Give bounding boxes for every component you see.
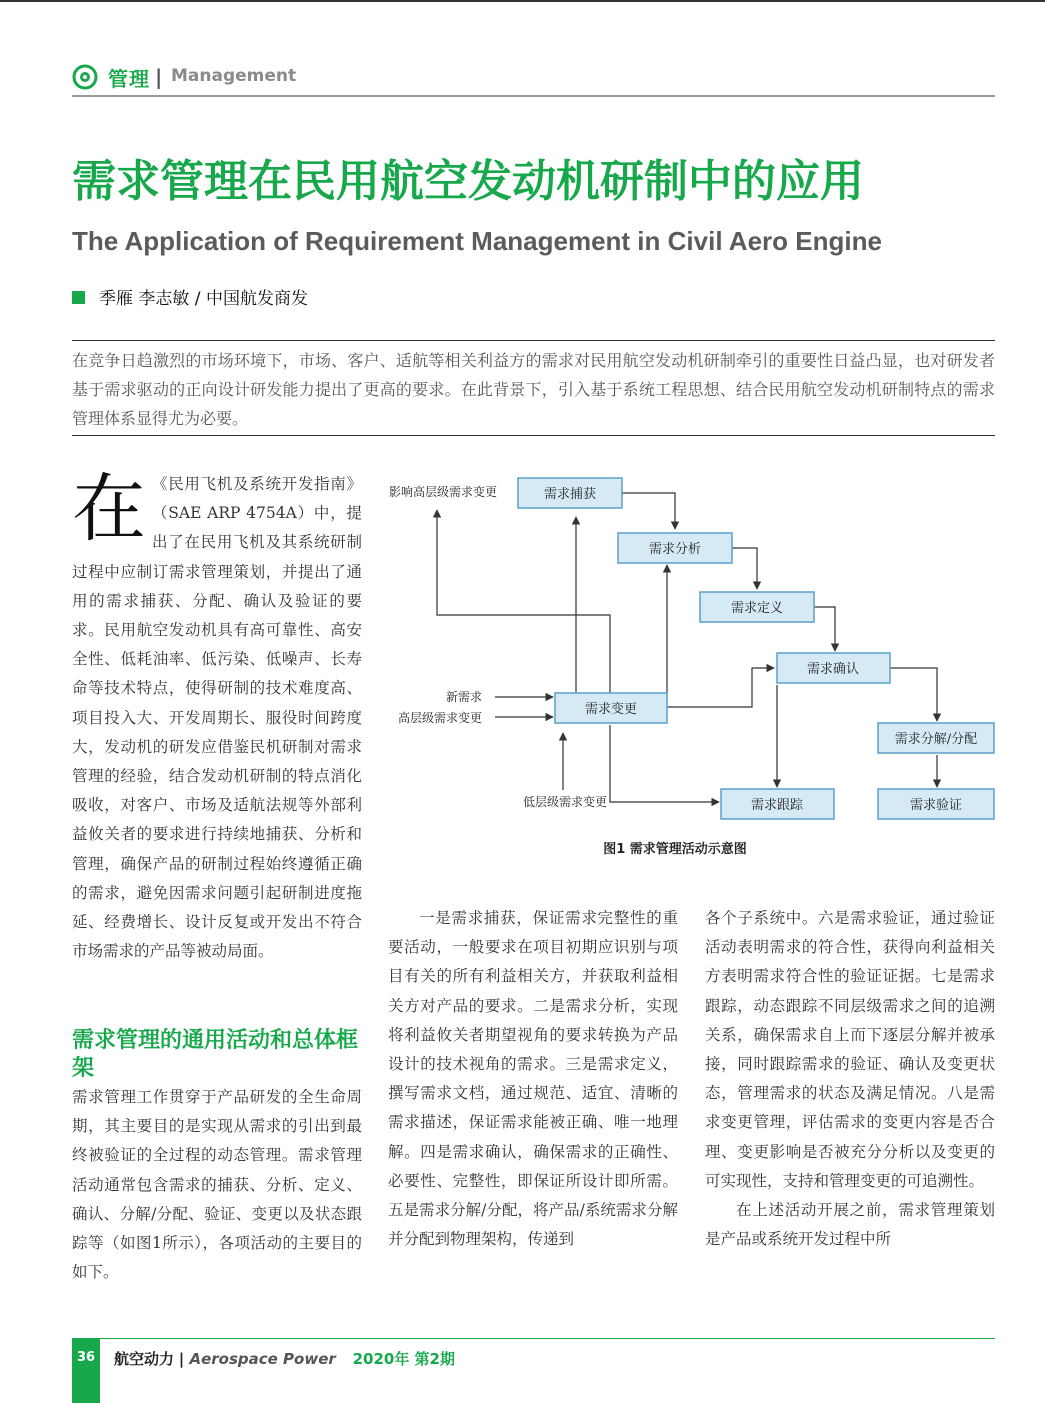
intro-paragraph: 《民用飞机及系统开发指南》（SAE ARP 4754A）中，提出了在民用飞机及其系统研制过程中应制订需求管理策划，并提出了通用的需求捕获、分配、确认及验证的要求。民用航空发动机具有高可靠性、高安全性、低耗油率、低污染、低噪声、长寿命等技术特点，使得研制的技术难度高、项目投入大、开发周期长、服役时间跨度大，发动机的研发应借鉴民机研制对需求管理的经验，结合发动机研制的特点消化吸收，对客户、市场及适航法规等外部利益攸关者的要求进行持续地捕获、分析和管理，确保产品的研制过程始终遵循正确的需求，避免因需求问题引起研制进度拖延、经费增长、设计反复或开发出不符合市场需求的产品等被动局面。: [72, 475, 362, 961]
col3-paragraph-2: 在上述活动开展之前，需求管理策划是产品或系统开发过程中所: [705, 1201, 995, 1249]
abstract-rule-bottom: [72, 435, 995, 436]
issue: 2020年 第2期: [352, 1350, 455, 1368]
diagram-boxes: [518, 478, 994, 819]
box-decompose: [878, 723, 994, 753]
label-new-requirement: 新需求: [445, 690, 482, 704]
box-capture-label: 需求捕获: [543, 487, 597, 502]
column-2: [388, 904, 678, 1254]
footer-rule: [100, 1338, 995, 1339]
col2-paragraph: 一是需求捕获，保证需求完整性的重要活动，一般要求在项目初期应识别与项目有关的所有利益相关方，并获取利益相关方对产品的要求。二是需求分析，实现将利益攸关者期望视角的要求转换为产品设计的技术视角的需求。三是需求定义，撰写需求文档，通过规范、适宜、清晰的需求描述，保证需求能被正确、唯一地理解。四是需求确认，确保需求的正确性、必要性、完整性，即保证所设计即所需。五是需求分解/分配，将产品/系统需求分解并分配到物理架构，传递到: [388, 909, 678, 1249]
box-validation: [777, 653, 890, 683]
page-number: 36: [76, 1350, 96, 1365]
journal-logo-icon: [72, 64, 98, 90]
top-rule: [0, 0, 1045, 2]
box-trace-label: 需求跟踪: [750, 798, 804, 813]
section-label-cn: 管理: [108, 67, 150, 91]
author-line: [72, 284, 308, 309]
section-paragraph: 需求管理工作贯穿于产品研发的全生命周期，其主要目的是实现从需求的引出到最终被验证的全过程的动态管理。需求管理活动通常包含需求的捕获、分析、定义、确认、分解/分配、验证、变更以及状态跟踪等（如图1所示），各项活动的主要目的如下。: [72, 1088, 362, 1282]
column-3: [705, 904, 995, 1254]
label-affect-high: 影响高层级需求变更: [389, 485, 498, 499]
article-title-en: The Application of Requirement Management in Civil Aero Engine: [72, 226, 882, 256]
journal-name-en: Aerospace Power: [189, 1350, 336, 1368]
box-change: [555, 693, 667, 723]
box-verify-label: 需求验证: [909, 798, 963, 813]
box-change-label: 需求变更: [584, 702, 638, 717]
section-heading: 需求管理的通用活动和总体框架: [72, 1028, 359, 1081]
col3-paragraph-1: 各个子系统中。六是需求验证，通过验证活动表明需求的符合性，获得向利益相关方表明需求符合性的验证证据。七是需求跟踪，动态跟踪不同层级需求之间的追溯关系，确保需求自上而下逐层分解并被承接，同时跟踪需求的验证、确认及变更状态，管理需求的状态及满足情况。八是需求变更管理，评估需求的变更内容是否合理、变更影响是否被充分分析以及变更的可实现性，支持和管理变更的可追溯性。: [705, 909, 995, 1190]
column-1-section: [72, 1083, 362, 1287]
figure-caption: 图1 需求管理活动示意图: [603, 842, 747, 857]
article-title-cn: 需求管理在民用航空发动机研制中的应用: [72, 156, 864, 207]
abstract: 在竞争日趋激烈的市场环境下，市场、客户、适航等相关利益方的需求对民用航空发动机研制牵引的重要性日益凸显，也对研发者基于需求驱动的正向设计研发能力提出了更高的要求。在此背景下，引入基于系统工程思想、结合民用航空发动机研制特点的需求管理体系显得尤为必要。: [72, 351, 995, 428]
column-1-intro: [72, 466, 362, 966]
label-high-change: 高层级需求变更: [397, 711, 482, 725]
journal-name-cn: 航空动力: [114, 1350, 175, 1368]
authors: 季雁 李志敏 / 中国航发商发: [99, 289, 308, 309]
box-definition: [700, 592, 814, 622]
box-definition-label: 需求定义: [730, 601, 784, 616]
header-rule: [72, 95, 995, 97]
drop-cap: 在: [72, 466, 146, 552]
running-header: [72, 62, 995, 92]
requirement-management-diagram: [385, 465, 1000, 825]
abstract-rule-top: [72, 340, 995, 341]
footer-journal: [114, 1348, 455, 1369]
section-label-en: Management: [171, 66, 297, 86]
header-separator: |: [155, 65, 163, 89]
box-analysis: [618, 533, 732, 563]
footer-page-tab: [72, 1338, 100, 1403]
footer-separator: |: [178, 1350, 190, 1368]
box-decompose-label: 需求分解/分配: [894, 732, 978, 747]
label-low-change: 低层级需求变更: [522, 795, 607, 809]
box-validation-label: 需求确认: [806, 662, 860, 677]
box-trace: [721, 789, 834, 819]
author-bullet-icon: [72, 291, 85, 304]
box-capture: [518, 478, 622, 508]
box-verify: [878, 789, 994, 819]
box-analysis-label: 需求分析: [648, 542, 702, 557]
